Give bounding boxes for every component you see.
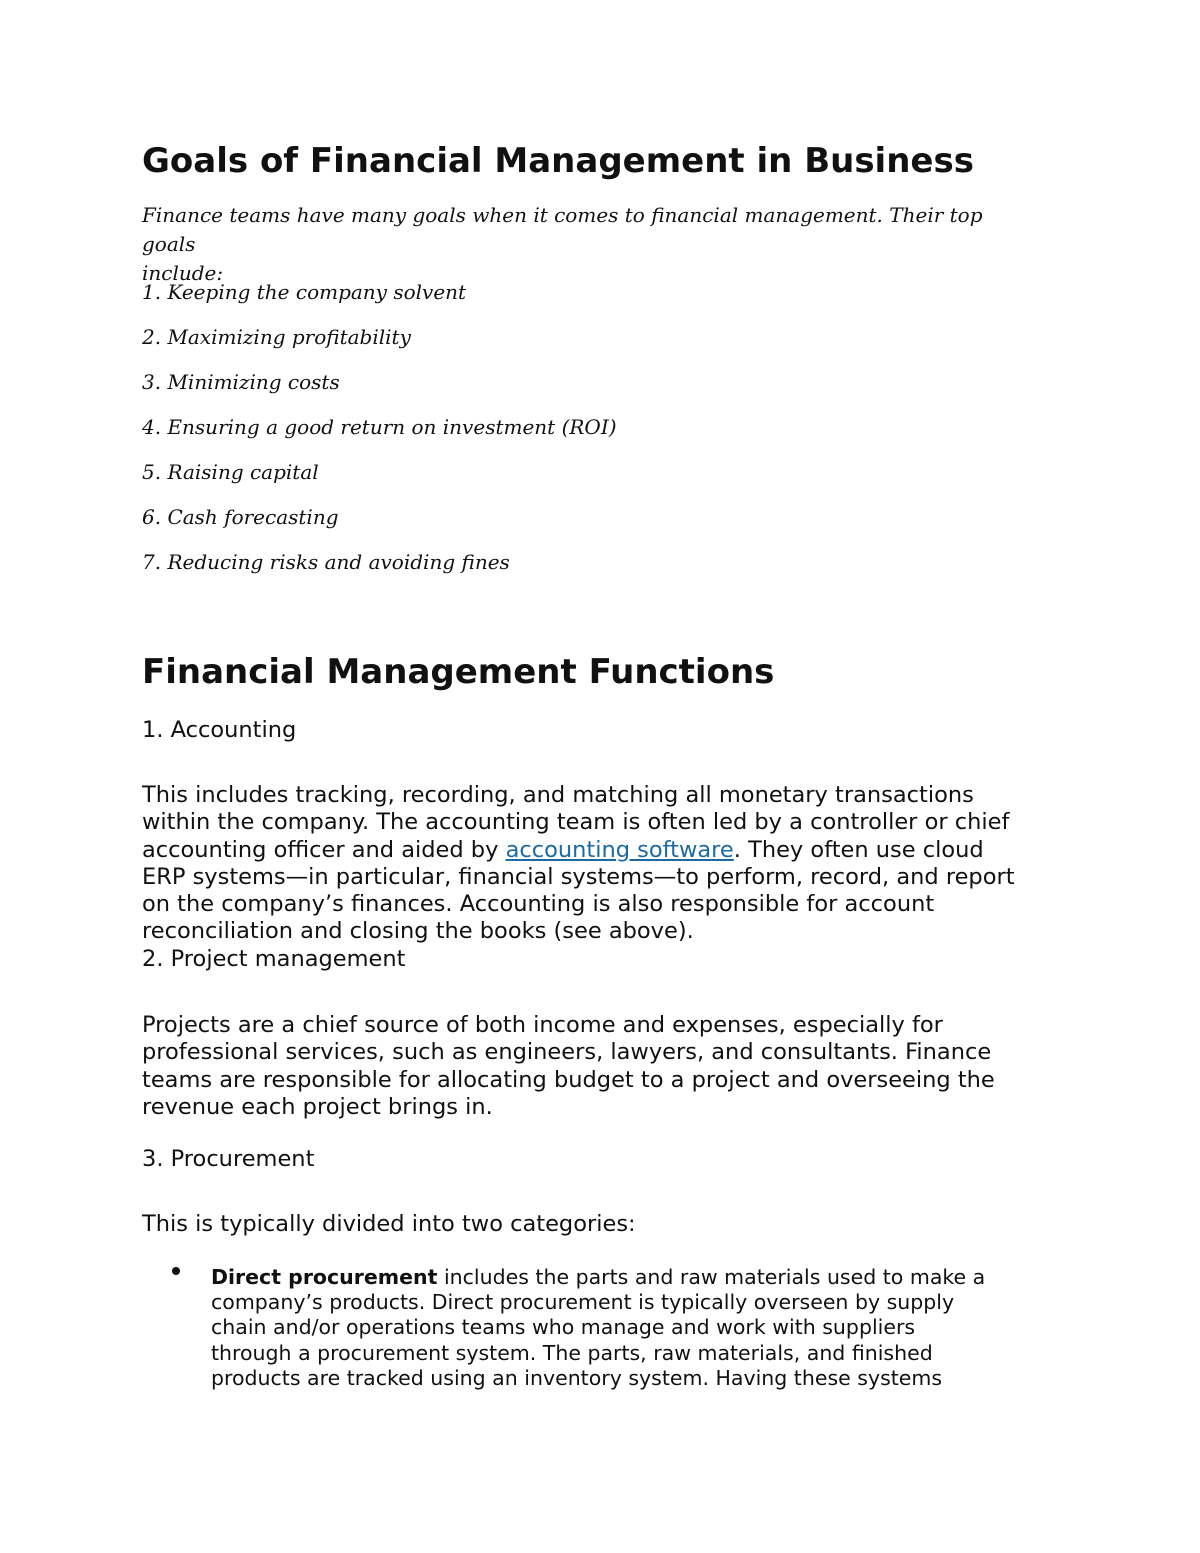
goals-intro	[142, 201, 1022, 288]
bullet-line: includes the parts and raw materials used to make a	[437, 1265, 986, 1289]
bullet-line: company’s products. Direct procurement is typically overseen by supply	[211, 1290, 955, 1315]
procurement-intro: This is typically divided into two categories:	[142, 1211, 636, 1237]
functions-heading: Financial Management Functions	[142, 652, 775, 692]
bullet-line: through a procurement system. The parts, raw materials, and finished	[211, 1340, 933, 1365]
project-line: revenue each project brings in.	[142, 1093, 493, 1120]
accounting-line: This includes tracking, recording, and matching all monetary transactions	[142, 782, 974, 808]
goal-item: 5. Raising capital	[142, 460, 319, 484]
accounting-software-link[interactable]: accounting software	[505, 836, 734, 863]
accounting-line: within the company. The accounting team is often led by a controller or chief	[142, 809, 1010, 836]
goals-intro-line-2: include:	[142, 261, 224, 285]
goal-item: 7. Reducing risks and avoiding fines	[142, 550, 510, 574]
project-line: Projects are a chief source of both income and expenses, especially for	[142, 1012, 943, 1038]
goal-item: 4. Ensuring a good return on investment (ROI)	[142, 415, 617, 439]
accounting-line: on the company’s finances. Accounting is also responsible for account	[142, 891, 935, 918]
accounting-paragraph	[142, 782, 1015, 946]
goal-item: 1. Keeping the company solvent	[142, 280, 467, 304]
goal-item: 3. Minimizing costs	[142, 370, 340, 394]
direct-procurement-term: Direct procurement	[211, 1265, 438, 1289]
accounting-line: accounting officer and aided by	[142, 836, 506, 863]
accounting-line: . They often use cloud	[733, 836, 984, 863]
procurement-heading: 3. Procurement	[142, 1146, 315, 1172]
goals-intro-line-1: Finance teams have many goals when it comes to financial management. Their top goals	[142, 203, 983, 256]
accounting-line: reconciliation and closing the books (see above).	[142, 918, 694, 945]
project-line: teams are responsible for allocating budget to a project and overseeing the	[142, 1066, 995, 1093]
goal-item: 2. Maximizing profitability	[142, 325, 411, 349]
bullet-line: products are tracked using an inventory system. Having these systems	[211, 1365, 943, 1390]
bullet-icon	[172, 1267, 180, 1275]
bullet-line: chain and/or operations teams who manage and work with suppliers	[211, 1315, 916, 1340]
project-management-paragraph	[142, 1012, 995, 1121]
accounting-heading: 1. Accounting	[142, 717, 297, 743]
project-line: professional services, such as engineers, lawyers, and consultants. Finance	[142, 1039, 992, 1066]
goal-item: 6. Cash forecasting	[142, 505, 339, 529]
direct-procurement-bullet	[211, 1265, 985, 1391]
project-management-heading: 2. Project management	[142, 946, 406, 972]
goals-heading: Goals of Financial Management in Business	[142, 141, 974, 181]
accounting-line: ERP systems—in particular, financial systems—to perform, record, and report	[142, 863, 1015, 890]
